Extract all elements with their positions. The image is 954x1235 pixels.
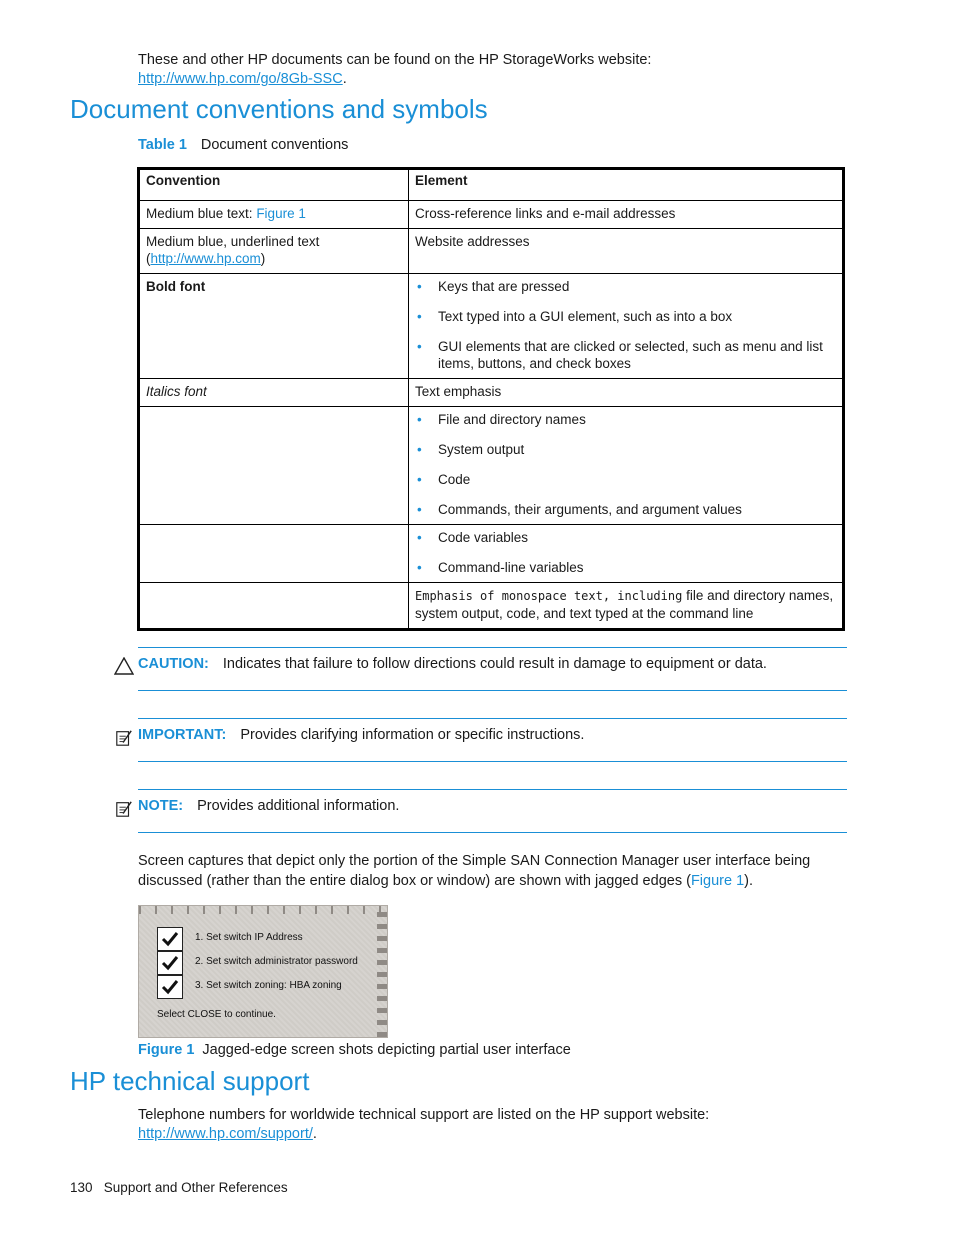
list-item: • Keys that are pressed (415, 278, 836, 295)
caution-box (138, 647, 847, 691)
cell-convention (139, 229, 409, 274)
paren-open: ( (146, 251, 151, 266)
conventions-table (137, 167, 845, 631)
table-row (139, 525, 844, 583)
cell-text: Medium blue, underlined text (146, 234, 320, 249)
jagged-right-edge (377, 906, 387, 1037)
figure-xref-link[interactable]: Figure 1 (256, 206, 306, 221)
important-text: Provides clarifying information or specific instructions. (240, 727, 585, 743)
screenshot-footer-text: Select CLOSE to continue. (157, 1009, 276, 1020)
note-icon (114, 800, 134, 818)
cell-element: Website addresses (409, 229, 844, 274)
checklist-item-label: 3. Set switch zoning: HBA zoning (195, 980, 342, 991)
intro-paragraph (138, 51, 898, 89)
cell-element (409, 274, 844, 379)
header-convention: Convention (139, 169, 409, 201)
list-item: • Code (415, 471, 836, 488)
figure-caption (138, 1042, 571, 1058)
figure-caption-text: Jagged-edge screen shots depicting partial user interface (202, 1042, 571, 1058)
jagged-screenshot-figure (138, 905, 388, 1038)
section-title-support: HP technical support (70, 1066, 310, 1096)
list-item: • Commands, their arguments, and argument values (415, 501, 836, 518)
checklist-item-label: 2. Set switch administrator password (195, 956, 358, 967)
note-keyword: NOTE: (138, 798, 184, 814)
table-row (139, 379, 844, 407)
figure-1-link[interactable]: Figure 1 (690, 873, 745, 889)
intro-period: . (342, 71, 347, 87)
note-text: Provides additional information. (197, 798, 400, 814)
checklist-item-label: 1. Set switch IP Address (195, 932, 303, 943)
cell-element (409, 583, 844, 630)
checked-checkbox-icon (157, 975, 183, 999)
caution-text: Indicates that failure to follow directions could result in damage to equipment or data. (222, 656, 767, 672)
checked-checkbox-icon (157, 927, 183, 951)
table-caption-text: Document conventions (200, 137, 349, 153)
table-row (139, 407, 844, 525)
cell-convention: Bold font (139, 274, 409, 379)
paren-close: ) (260, 251, 266, 266)
cell-convention (139, 583, 409, 630)
checklist-item (157, 927, 367, 951)
checklist-item (157, 975, 367, 999)
footer-title: Support and Other References (103, 1180, 288, 1195)
list-item: • System output (415, 441, 836, 458)
screen-para-after: ). (744, 873, 753, 889)
support-text: Telephone numbers for worldwide technical support are listed on the HP support website: (138, 1107, 710, 1123)
caution-triangle-icon (114, 657, 134, 675)
important-row (138, 727, 847, 743)
checklist-item (157, 951, 367, 975)
storageworks-link[interactable]: http://www.hp.com/go/8Gb-SSC (138, 71, 343, 87)
jagged-top-edge (139, 906, 387, 914)
cell-element: Text emphasis (409, 379, 844, 407)
table-caption-label: Table 1 (138, 137, 187, 153)
important-note-icon (114, 729, 134, 747)
support-paragraph (138, 1106, 898, 1144)
cell-element (409, 407, 844, 525)
cell-convention: Italics font (139, 379, 409, 407)
cell-element: Cross-reference links and e-mail addresses (409, 201, 844, 229)
table-row (139, 583, 844, 630)
cell-convention (139, 407, 409, 525)
page-footer (70, 1180, 288, 1195)
table-row (139, 274, 844, 379)
cell-text: Medium blue text: (146, 206, 257, 221)
figure-caption-label: Figure 1 (138, 1042, 195, 1058)
intro-text: These and other HP documents can be found on the HP StorageWorks website: (138, 52, 652, 68)
caution-row (138, 656, 847, 672)
list-item: • Command-line variables (415, 559, 836, 576)
support-period: . (312, 1126, 317, 1142)
monospace-sample: Emphasis of monospace text, including (415, 589, 683, 603)
support-website-link[interactable]: http://www.hp.com/support/ (138, 1126, 313, 1142)
cell-convention (139, 201, 409, 229)
note-row (138, 798, 847, 814)
section-title-conventions: Document conventions and symbols (70, 94, 488, 124)
table-caption (138, 137, 348, 153)
list-item: • File and directory names (415, 411, 836, 428)
header-element: Element (409, 169, 844, 201)
cell-element (409, 525, 844, 583)
list-item: • Code variables (415, 529, 836, 546)
list-item: • Text typed into a GUI element, such as into a box (415, 308, 836, 325)
table-row (139, 201, 844, 229)
cell-convention (139, 525, 409, 583)
screen-captures-paragraph (138, 851, 848, 891)
table-row (139, 229, 844, 274)
cell-text: file and directory names, system output, code, and text typed at the command line (415, 588, 834, 621)
page-number: 130 (70, 1180, 93, 1195)
hp-website-link[interactable]: http://www.hp.com (150, 251, 261, 266)
caution-keyword: CAUTION: (138, 656, 209, 672)
important-box (138, 718, 847, 762)
important-keyword: IMPORTANT: (138, 727, 227, 743)
screen-para-text: Screen captures that depict only the portion of the Simple SAN Connection Manager user interface being discussed (rather than the entire dialog box or window) are shown with jagged edges ( (138, 853, 811, 889)
note-box (138, 789, 847, 833)
list-item: • GUI elements that are clicked or selected, such as menu and list items, buttons, and check boxes (415, 338, 836, 372)
table-header-row (139, 169, 844, 201)
checked-checkbox-icon (157, 951, 183, 975)
